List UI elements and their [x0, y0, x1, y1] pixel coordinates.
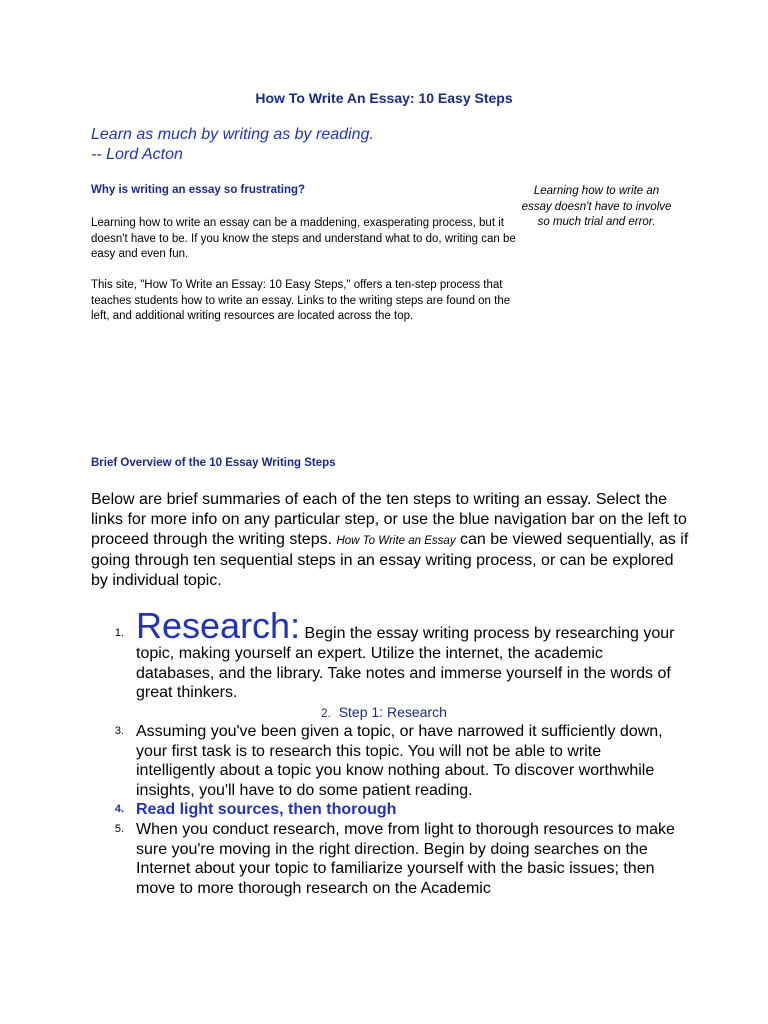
intro-text-part1: Below are brief summaries of each of the ten steps to writing an essay. Select the links for more info on any particular step, or use the blue navigation bar on the left to proceed through the writing steps. [91, 491, 687, 548]
epigraph-quote [91, 125, 374, 165]
list-item-body [136, 605, 676, 703]
quote-attribution: -- Lord Acton [91, 146, 183, 163]
list-item-body: Assuming you've been given a topic, or have narrowed it sufficiently down, your first task is to research this topic. You will not be able to write intelligently about a topic you know nothing about. To discover worthwhile insights, you'll have to do some patient reading. [136, 723, 663, 799]
section-heading-overview: Brief Overview of the 10 Essay Writing Steps [91, 457, 336, 469]
step1-research-link[interactable]: Step 1: Research [338, 704, 447, 720]
quote-text: Learn as much by writing as by reading. [91, 126, 374, 143]
research-colon: : [290, 605, 301, 646]
overview-intro-paragraph [91, 490, 691, 591]
research-link[interactable]: Research [136, 605, 291, 646]
list-number: 1. [114, 627, 124, 639]
list-number: 5. [114, 823, 124, 835]
page-title: How To Write An Essay: 10 Easy Steps [255, 90, 513, 106]
list-number: 4. [114, 803, 124, 815]
list-item-body: When you conduct research, move from light to thorough resources to make sure you're moving in the right direction. Begin by doing searches on the Internet about your topic to familiarize yourself with the basic issues; then move to more thorough research on the Academic [136, 821, 675, 897]
intro-text-part2: can be viewed sequentially, as if going through ten sequential steps in an essay writing process, or can be explored by individual topic. [91, 531, 689, 589]
list-item [0, 704, 768, 720]
list-number: 3. [114, 725, 124, 737]
research-description: Begin the essay writing process by researching your topic, making yourself an expert. Utilize the internet, the academic databases, and the library. Take notes and immerse yourself in the words of great thinkers. [136, 625, 675, 701]
sidebar-quote: Learning how to write an essay doesn't have to involve so much trial and error. [521, 185, 672, 228]
list-number: 2. [321, 708, 331, 720]
paragraph-intro-2: This site, "How To Write an Essay: 10 Easy Steps," offers a ten-step process that teaches students how to write an essay. Links to the writing steps are found on the left, and additional writing resources are located across the top. [91, 279, 511, 322]
paragraph-intro-1: Learning how to write an essay can be a maddening, exasperating process, but it doesn't have to be. If you know the steps and understand what to do, writing can be easy and even fun. [91, 217, 516, 260]
intro-italic-title: How To Write an Essay [336, 535, 456, 547]
subheading-read-sources: Read light sources, then thorough [136, 801, 397, 818]
section-heading-frustrating: Why is writing an essay so frustrating? [91, 184, 306, 196]
